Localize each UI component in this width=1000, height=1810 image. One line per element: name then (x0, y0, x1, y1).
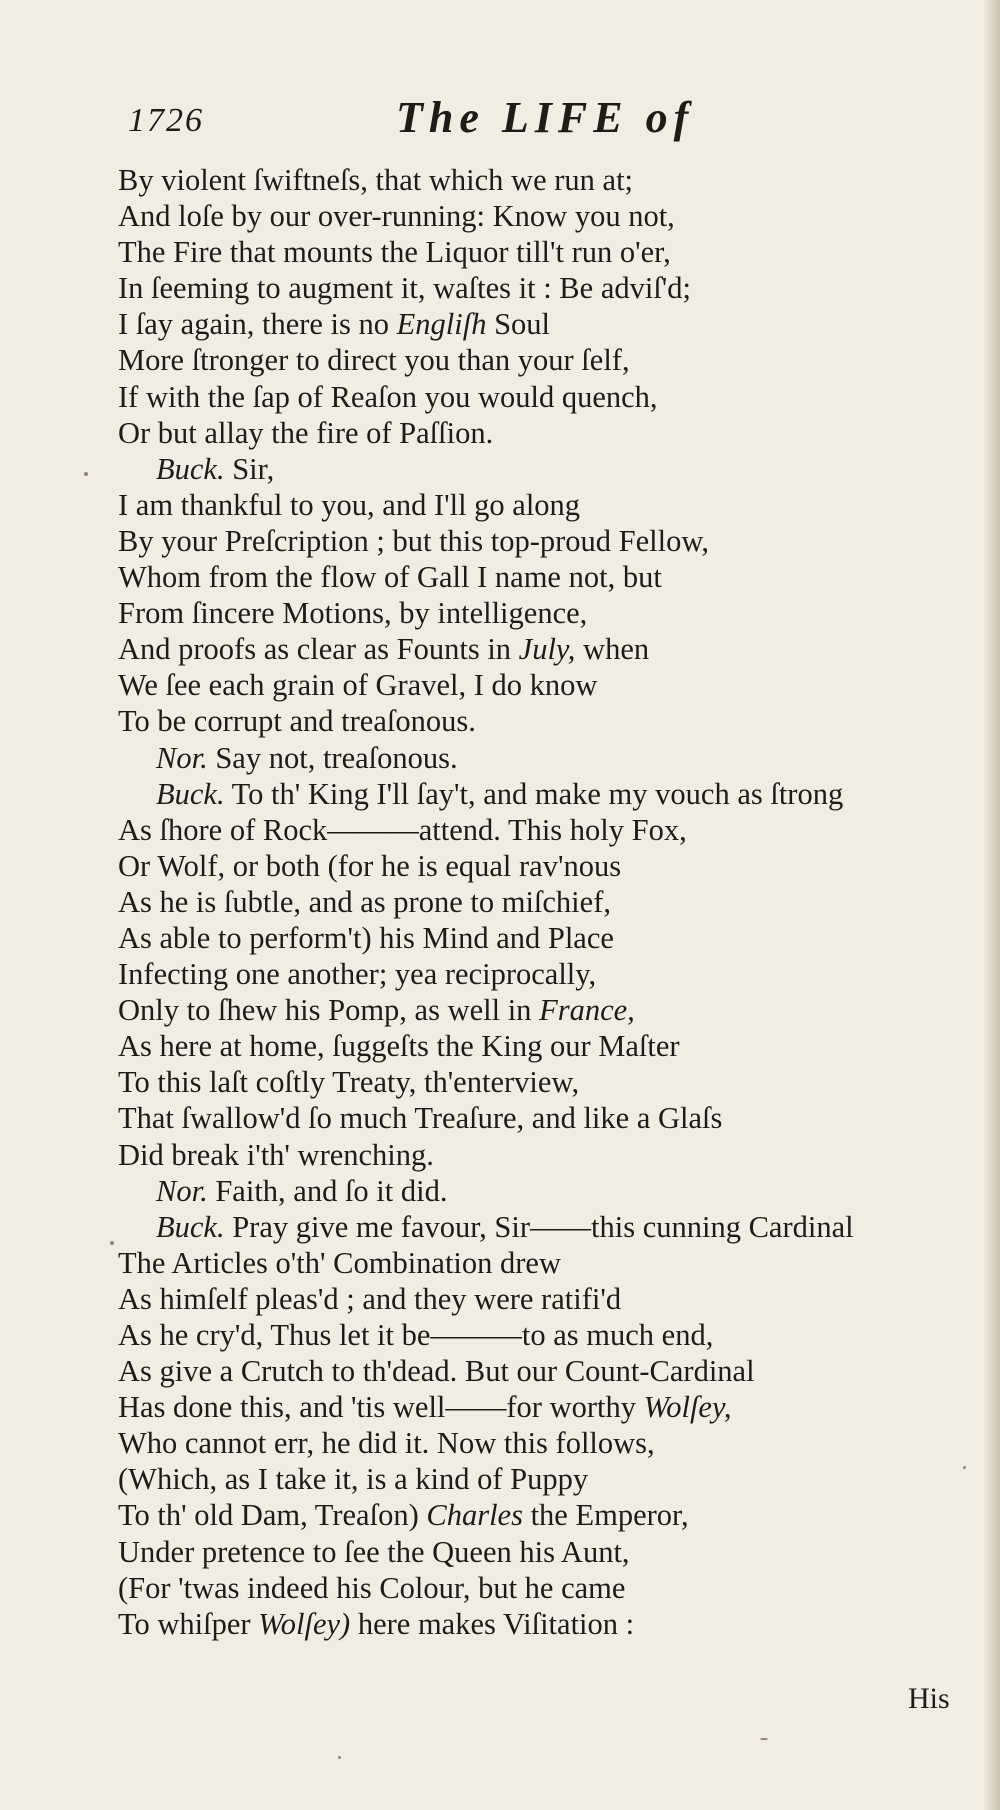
verse-line (118, 198, 978, 234)
line-text: (Which, as I take it, is a kind of Puppy (118, 1462, 589, 1497)
speaker-name: Nor. (156, 1173, 208, 1208)
line-text: Under pretence to ſee the Queen his Aunt, (118, 1534, 630, 1569)
speech-line (118, 776, 978, 812)
paper-speck (110, 1241, 114, 1245)
verse-line (118, 920, 978, 956)
paper-speck (84, 472, 88, 476)
line-text: Pray give me favour, Sir——this cunning Cardinal (224, 1209, 854, 1244)
italic-term: Wolſey, (643, 1390, 732, 1425)
line-text: By your Preſcription ; but this top-proud Fellow, (118, 523, 710, 558)
verse-line (118, 1137, 978, 1173)
line-text: As able to perform't) his Mind and Place (118, 920, 614, 955)
verse-line (118, 992, 978, 1028)
title-prefix: The (396, 93, 485, 142)
verse-line (118, 1534, 978, 1570)
line-text: As he is ſubtle, and as prone to miſchief, (118, 884, 611, 919)
paper-speck (963, 1466, 966, 1469)
verse-line (118, 1353, 978, 1389)
verse-line (118, 1028, 978, 1064)
italic-term: Charles (426, 1498, 523, 1533)
verse-line (118, 1425, 978, 1461)
verse-line (118, 487, 978, 523)
line-text: Only to ſhew his Pomp, as well in (118, 993, 540, 1028)
verse-line (118, 703, 978, 739)
verse-line (118, 884, 978, 920)
speaker-name: Buck. (156, 776, 225, 811)
line-text: (For 'twas indeed his Colour, but he came (118, 1570, 626, 1605)
line-text: From ſincere Motions, by intelligence, (118, 596, 588, 631)
line-text: As himſelf pleas'd ; and they were ratifi'd (118, 1281, 622, 1316)
italic-term: July, (518, 632, 576, 667)
speech-line (118, 740, 978, 776)
speech-line (118, 451, 978, 487)
verse-line (118, 306, 978, 342)
verse-line (118, 1317, 978, 1353)
catchword: His (908, 1682, 950, 1715)
verse-line (118, 559, 978, 595)
verse-line (118, 523, 978, 559)
italic-term: Wolſey) (258, 1606, 351, 1641)
line-text: Soul (486, 307, 551, 342)
line-text: The Articles o'th' Combination drew (118, 1245, 561, 1280)
verse-line (118, 595, 978, 631)
verse-line (118, 415, 978, 451)
verse-line (118, 848, 978, 884)
verse-line (118, 1606, 978, 1642)
line-text: when (575, 632, 650, 667)
paper-speck (338, 1756, 341, 1759)
line-text: Has done this, and 'tis well——for worthy (118, 1390, 644, 1425)
line-text: And loſe by our over-running: Know you not, (118, 199, 675, 234)
verse-line (118, 1497, 978, 1533)
line-text: Sir, (224, 451, 275, 486)
speaker-name: Nor. (156, 740, 208, 775)
italic-term: France, (539, 993, 635, 1028)
line-text: Did break i'th' wrenching. (118, 1137, 434, 1172)
line-text: To this laſt coſtly Treaty, th'enterview, (118, 1065, 580, 1100)
line-text: More ſtronger to direct you than your ſelf, (118, 343, 630, 378)
verse-line (118, 1461, 978, 1497)
line-text: To th' old Dam, Treaſon) (118, 1498, 427, 1533)
verse-line (118, 1281, 978, 1317)
speech-line (118, 1173, 978, 1209)
line-text: Infecting one another; yea reciprocally, (118, 957, 597, 992)
speaker-name: Buck. (156, 1209, 225, 1244)
verse-line (118, 379, 978, 415)
line-text: In ſeeming to augment it, waſtes it : Be adviſ'd; (118, 271, 692, 306)
verse-text-block (118, 162, 978, 1642)
line-text: Say not, treaſonous. (207, 740, 458, 775)
line-text: Faith, and ſo it did. (207, 1173, 448, 1208)
page-edge-shadow (984, 0, 1000, 1810)
line-text: We ſee each grain of Gravel, I do know (118, 668, 598, 703)
verse-line (118, 812, 978, 848)
line-text: To th' King I'll ſay't, and make my vouch as ſtrong (224, 776, 844, 811)
title-suffix: of (645, 93, 695, 142)
line-text: As ſhore of Rock———attend. This holy Fox, (118, 812, 687, 847)
verse-line (118, 234, 978, 270)
line-text: Or but allay the fire of Paſſion. (118, 415, 494, 450)
verse-line (118, 1064, 978, 1100)
line-text: here makes Viſitation : (350, 1606, 635, 1641)
speech-line (118, 1209, 978, 1245)
running-title (396, 92, 694, 143)
page-number: 1726 (128, 102, 204, 139)
verse-line (118, 1245, 978, 1281)
title-main: LIFE (501, 93, 629, 142)
line-text: Who cannot err, he did it. Now this follows, (118, 1426, 655, 1461)
line-text: If with the ſap of Reaſon you would quench, (118, 379, 658, 414)
line-text: As give a Crutch to th'dead. But our Count-Cardinal (118, 1354, 755, 1389)
running-header (128, 92, 728, 152)
line-text: The Fire that mounts the Liquor till't run o'er, (118, 235, 671, 270)
line-text: I ſay again, there is no (118, 307, 397, 342)
line-text: To be corrupt and treaſonous. (118, 704, 476, 739)
line-text: Whom from the flow of Gall I name not, but (118, 560, 662, 595)
verse-line (118, 631, 978, 667)
verse-line (118, 1100, 978, 1136)
line-text: I am thankful to you, and I'll go along (118, 487, 581, 522)
line-text: And proofs as clear as Founts in (118, 632, 519, 667)
paper-speck (760, 1738, 768, 1740)
line-text: As here at home, ſuggeſts the King our Maſter (118, 1029, 680, 1064)
line-text: To whiſper (118, 1606, 259, 1641)
italic-term: Engliſh (396, 307, 487, 342)
line-text: As he cry'd, Thus let it be———to as much end, (118, 1318, 714, 1352)
verse-line (118, 1570, 978, 1606)
line-text: the Emperor, (522, 1498, 689, 1533)
verse-line (118, 667, 978, 703)
speaker-name: Buck. (156, 451, 225, 486)
verse-line (118, 270, 978, 306)
line-text: Or Wolf, or both (for he is equal rav'nous (118, 848, 622, 883)
verse-line (118, 1389, 978, 1425)
verse-line (118, 342, 978, 378)
line-text: By violent ſwiftneſs, that which we run at; (118, 163, 634, 197)
verse-line (118, 162, 978, 198)
line-text: That ſwallow'd ſo much Treaſure, and like a Glaſs (118, 1101, 723, 1136)
verse-line (118, 956, 978, 992)
